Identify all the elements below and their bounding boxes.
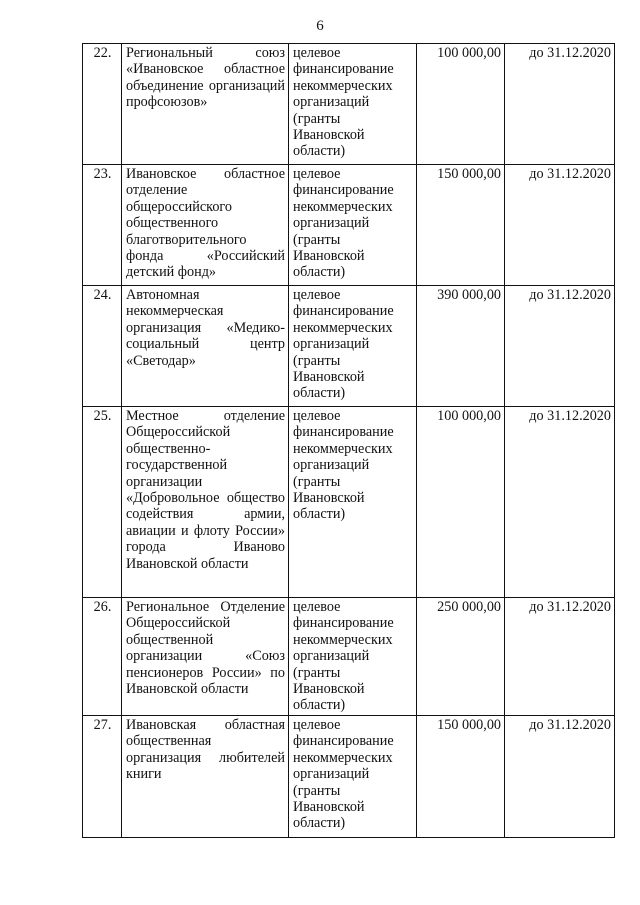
funding-type: целевое финансирование некоммерческих организаций (гранты Ивановской области) [289, 286, 417, 407]
grant-deadline: до 31.12.2020 [505, 716, 615, 838]
grants-table [82, 43, 615, 838]
funding-type: целевое финансирование некоммерческих организаций (гранты Ивановской области) [289, 716, 417, 838]
row-number: 22. [83, 44, 122, 165]
row-number: 24. [83, 286, 122, 407]
page-number: 6 [316, 18, 324, 34]
grant-amount: 150 000,00 [417, 165, 505, 286]
table-row [83, 286, 615, 407]
grant-amount: 390 000,00 [417, 286, 505, 407]
grant-amount: 250 000,00 [417, 598, 505, 716]
funding-type: целевое финансирование некоммерческих организаций (гранты Ивановской области) [289, 598, 417, 716]
row-number: 26. [83, 598, 122, 716]
row-number: 27. [83, 716, 122, 838]
grant-deadline: до 31.12.2020 [505, 407, 615, 598]
grant-amount: 150 000,00 [417, 716, 505, 838]
grant-deadline: до 31.12.2020 [505, 44, 615, 165]
funding-type: целевое финансирование некоммерческих организаций (гранты Ивановской области) [289, 165, 417, 286]
organization-name: Региональный союз «Ивановское областное объединение организаций профсоюзов» [122, 44, 289, 165]
organization-name: Региональное Отделение Общероссийской общественной организации «Союз пенсионеров России» по Ивановской области [122, 598, 289, 716]
grant-deadline: до 31.12.2020 [505, 598, 615, 716]
grant-amount: 100 000,00 [417, 407, 505, 598]
organization-name: Ивановское областное отделение общероссийского общественного благотворительного фонда «Российский детский фонд» [122, 165, 289, 286]
row-number: 25. [83, 407, 122, 598]
funding-type: целевое финансирование некоммерческих организаций (гранты Ивановской области) [289, 407, 417, 598]
table-row [83, 44, 615, 165]
funding-type: целевое финансирование некоммерческих организаций (гранты Ивановской области) [289, 44, 417, 165]
table-row [83, 598, 615, 716]
row-number: 23. [83, 165, 122, 286]
organization-name: Местное отделение Общероссийской общественно-государственной организации «Добровольное общество содействия армии, авиации и флоту России» города Иваново Ивановской области [122, 407, 289, 598]
organization-name: Ивановская областная общественная организация любителей книги [122, 716, 289, 838]
table-row [83, 407, 615, 598]
organization-name: Автономная некоммерческая организация «Медико-социальный центр «Светодар» [122, 286, 289, 407]
table-row [83, 165, 615, 286]
table-row [83, 716, 615, 838]
grant-deadline: до 31.12.2020 [505, 165, 615, 286]
grant-amount: 100 000,00 [417, 44, 505, 165]
grant-deadline: до 31.12.2020 [505, 286, 615, 407]
